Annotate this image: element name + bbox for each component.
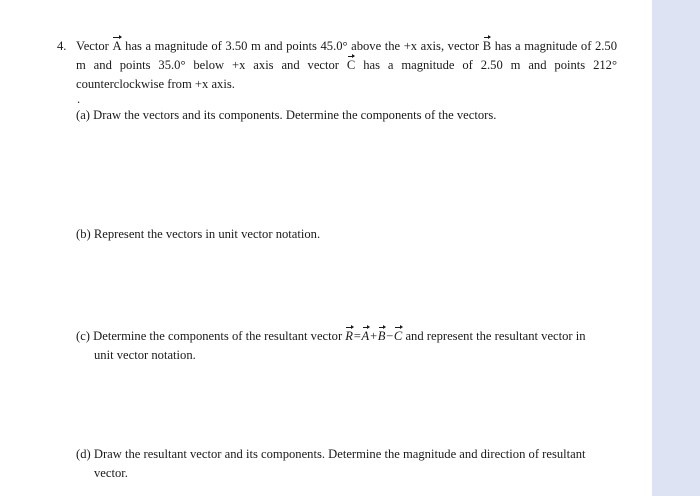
eq-vector-c: C [394, 327, 402, 346]
part-b-label: (b) [76, 227, 91, 241]
part-b-text: Represent the vectors in unit vector notation. [93, 227, 321, 241]
eq-vector-a: A [362, 327, 370, 346]
part-c [76, 327, 618, 365]
part-d [76, 445, 618, 483]
eq-equals: = [353, 329, 362, 343]
part-c-text-line2: unit vector notation. [94, 348, 196, 362]
eq-minus: − [385, 329, 394, 343]
part-a-text: Draw the vectors and its components. Determine the components of the vectors. [93, 108, 497, 122]
part-b [76, 225, 618, 244]
stem-text-4: has a magnitude of 2.50 m and points 212° counterclockwise from +x axis. [76, 58, 617, 91]
vector-b-symbol: B [483, 37, 491, 56]
stem-text-3: has a magnitude of 2.50 m and points 35.0° below +x axis and vector [76, 39, 618, 72]
part-c-label: (c) [76, 329, 90, 343]
problem-statement [76, 37, 617, 94]
part-a-label: (a) [76, 108, 90, 122]
stray-mark: . [77, 92, 81, 106]
stem-text-1: Vector [76, 39, 109, 53]
part-c-text-after: and represent the resultant vector in [405, 329, 586, 343]
resultant-equation [345, 329, 405, 343]
eq-vector-r: R [345, 327, 353, 346]
problem-4 [57, 37, 617, 94]
part-a [76, 106, 618, 125]
vector-a-symbol: A [112, 37, 121, 56]
stem-text-2: has a magnitude of 3.50 m and points 45.0° above the +x axis, vector [125, 39, 480, 53]
part-d-text-line2: vector. [94, 466, 128, 480]
question-number: 4. [57, 39, 67, 53]
eq-plus: + [369, 329, 378, 343]
part-c-text-before: Determine the components of the resultant vector [93, 329, 343, 343]
side-panel [652, 0, 700, 496]
vector-c-symbol: C [347, 56, 355, 75]
part-d-text: Draw the resultant vector and its components. Determine the magnitude and direction of resultant [93, 447, 586, 461]
eq-vector-b: B [378, 327, 386, 346]
part-d-label: (d) [76, 447, 91, 461]
